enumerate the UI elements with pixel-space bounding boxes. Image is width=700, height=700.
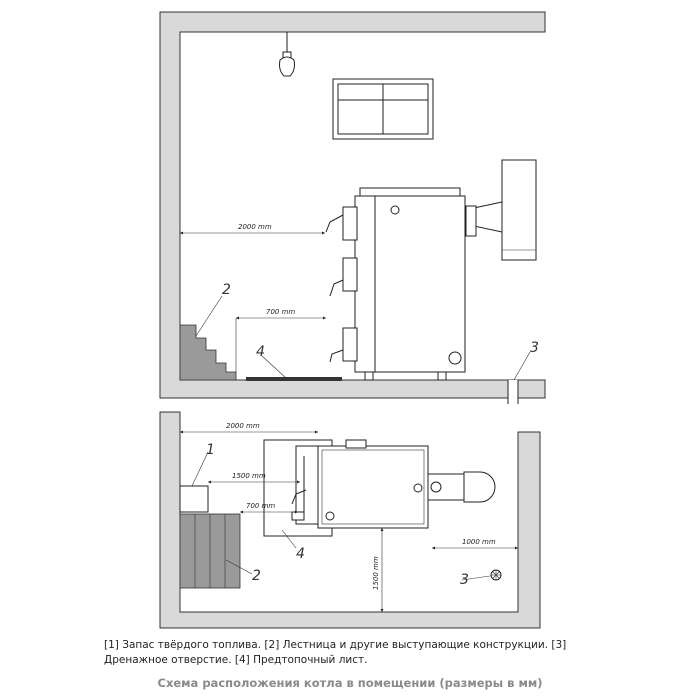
boiler-side — [326, 188, 465, 380]
plan-dim-1500-horizontal: 1500 mm — [232, 472, 266, 480]
boiler-plan — [292, 440, 428, 528]
side-drain-gap — [508, 380, 518, 400]
plan-callout-3: 3 — [460, 572, 469, 588]
side-stairs — [180, 325, 236, 380]
legend-text: [1] Запас твёрдого топлива. [2] Лестница и другие выступающие конструкции. [3] Дренажное отверстие. [4] Предтопочный лист. — [104, 639, 567, 666]
side-callout-2: 2 — [222, 282, 231, 298]
plan-stairs — [180, 514, 240, 588]
window-icon — [333, 79, 433, 139]
plan-dim-700: 700 mm — [246, 502, 276, 510]
side-callout-3: 3 — [530, 340, 539, 356]
side-view — [160, 12, 545, 404]
plan-dim-1500-vertical: 1500 mm — [372, 556, 380, 590]
side-floor-sheet — [246, 377, 342, 381]
plan-flue — [428, 472, 495, 502]
side-dim-700: 700 mm — [266, 308, 296, 316]
plan-fuel-stock — [180, 486, 208, 512]
plan-callout-1: 1 — [206, 442, 215, 458]
plan-view — [160, 412, 540, 628]
side-callout-4: 4 — [256, 344, 265, 360]
chimney-pipe — [466, 160, 536, 260]
diagram-caption: Схема расположения котла в помещении (размеры в мм) — [157, 676, 543, 690]
plan-callout-2: 2 — [252, 568, 261, 584]
light-bulb-icon — [280, 32, 295, 76]
plan-dim-1000: 1000 mm — [462, 538, 496, 546]
plan-callout-4: 4 — [296, 546, 305, 562]
plan-dim-2000: 2000 mm — [226, 422, 260, 430]
side-dim-2000: 2000 mm — [238, 223, 272, 231]
plan-drain-icon — [491, 570, 501, 580]
